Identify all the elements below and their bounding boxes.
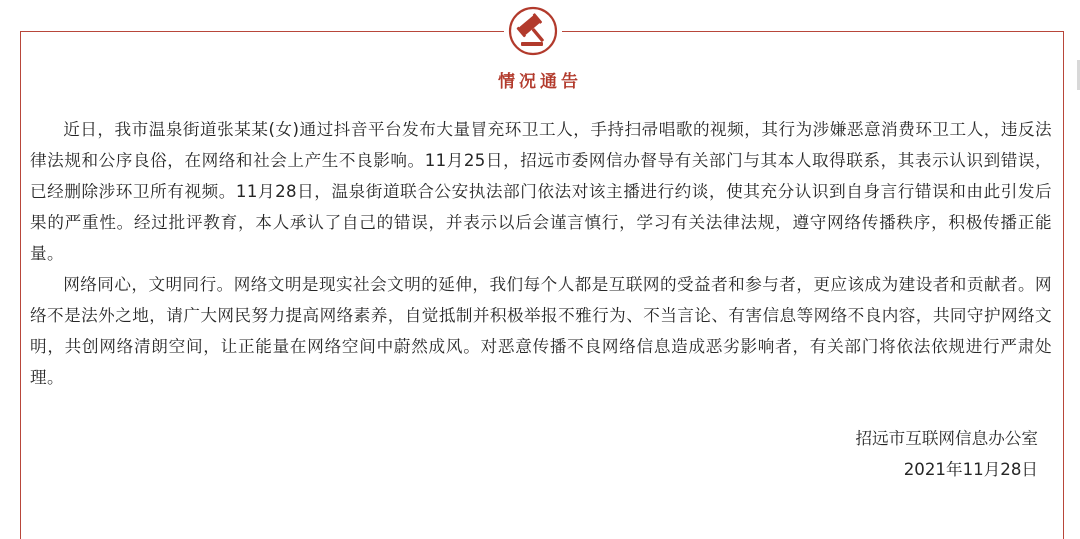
paragraph: 网络同心，文明同行。网络文明是现实社会文明的延伸，我们每个人都是互联网的受益者和参与者，更应该成为建设者和贡献者。网络不是法外之地，请广大网民努力提高网络素养，自觉抵制并积极举报不雅行为、不当言论、有害信息等网络不良内容，共同守护网络文明，共创网络清朗空间，让正能量在网络空间中蔚然成风。对恶意传播不良网络信息造成恶劣影响者，有关部门将依法依规进行严肃处理。 [30,275,1052,387]
paragraph: 近日，我市温泉街道张某某(女)通过抖音平台发布大量冒充环卫工人，手持扫帚唱歌的视频，其行为涉嫌恶意消费环卫工人，违反法律法规和公序良俗，在网络和社会上产生不良影响。11月25日，招远市委网信办督导有关部门与其本人取得联系，其表示认识到错误，已经删除涉环卫所有视频。11月28日，温泉街道联合公安执法部门依法对该主播进行约谈，使其充分认识到自身言行错误和由此引发后果的严重性。经过批评教育，本人承认了自己的错误，并表示以后会谨言慎行，学习有关法律法规，遵守网络传播秩序，积极传播正能量。 [30,120,1052,263]
gavel-icon [504,2,562,58]
page-title: 情况通告 [498,72,582,92]
signature-block [855,423,1038,485]
issue-date: 2021年11月28日 [903,460,1038,479]
issuer-name: 招远市互联网信息办公室 [855,429,1038,448]
notice-body [30,114,1052,393]
